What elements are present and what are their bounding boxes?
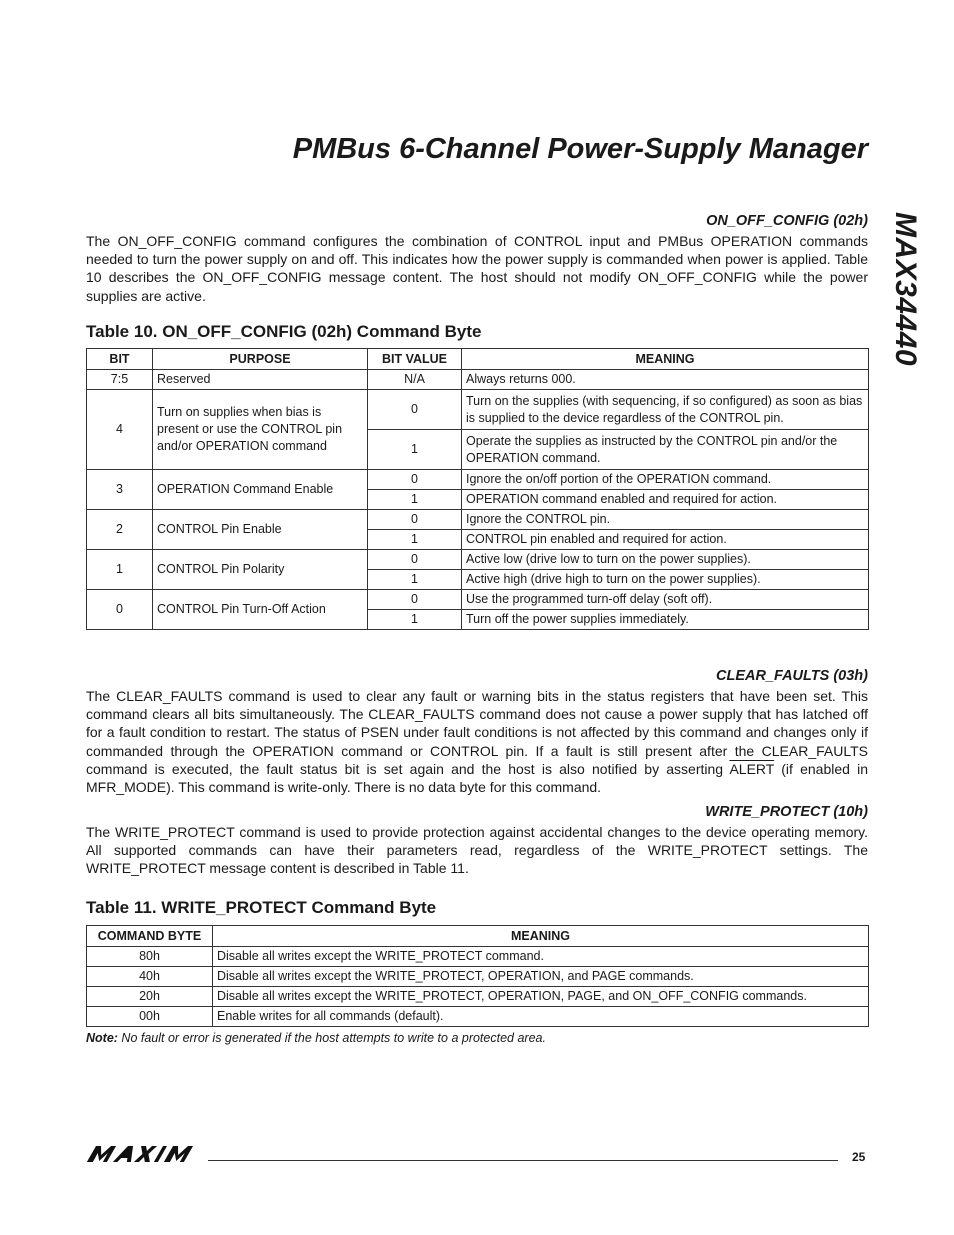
table11-title: Table 11. WRITE_PROTECT Command Byte	[86, 898, 437, 917]
table-row	[87, 590, 869, 610]
footer-rule	[208, 1160, 838, 1161]
cell-meaning: Active low (drive low to turn on the power supplies).	[462, 550, 869, 570]
cell-value: 0	[368, 390, 462, 430]
cell-meaning: Turn on the supplies (with sequencing, if so configured) as soon as bias is supplied to the device regardless of the CONTROL pin.	[462, 390, 869, 430]
page-title: PMBus 6-Channel Power-Supply Manager	[292, 133, 868, 165]
table-row	[87, 390, 869, 430]
table-row	[87, 967, 869, 987]
page-number: 25	[852, 1150, 866, 1164]
section-body-on-off-config: The ON_OFF_CONFIG command configures the combination of CONTROL input and PMBus OPERATION commands needed to turn the power supply on and off. This indicates how the power supply is commanded when power is applied. Table 10 describes the ON_OFF_CONFIG message content. The host should not modify ON_OFF_CONFIG while the power supplies are active.	[86, 233, 868, 304]
cell-bit: 3	[87, 470, 153, 510]
cell-bit: 7:5	[87, 370, 153, 390]
header-meaning: MEANING	[213, 926, 869, 947]
table-header-row	[87, 349, 869, 370]
cell-value: 1	[368, 430, 462, 470]
cell-bit: 2	[87, 510, 153, 550]
cell-bit: 0	[87, 590, 153, 630]
section-heading-on-off-config: ON_OFF_CONFIG (02h)	[706, 213, 868, 229]
cell-value: 0	[368, 470, 462, 490]
cell-purpose: CONTROL Pin Polarity	[153, 550, 368, 590]
cell-purpose: CONTROL Pin Turn-Off Action	[153, 590, 368, 630]
clear-faults-text-1: The CLEAR_FAULTS command is used to clear any fault or warning bits in the status registers that have been set. This command clears all bits simultaneously. The CLEAR_FAULTS command does not cause a power supply that has latched off for a fault condition to restart. The status of PSEN under fault conditions is not affected by this command and changes only if commanded through the OPERATION command or CONTROL pin. If a fault is still present after the CLEAR_FAULTS command is executed, the fault status bit is set again and the host is also notified by asserting	[86, 688, 868, 777]
table11-note	[86, 1031, 546, 1045]
cell-purpose: CONTROL Pin Enable	[153, 510, 368, 550]
cell-meaning: Operate the supplies as instructed by the CONTROL pin and/or the OPERATION command.	[462, 430, 869, 470]
cell-meaning: Disable all writes except the WRITE_PROTECT, OPERATION, PAGE, and ON_OFF_CONFIG commands.	[213, 987, 869, 1007]
cell-value: 0	[368, 510, 462, 530]
clear-faults-text-2: (if enabled in MFR_MODE). This command is write-only. There is no data byte for this command.	[86, 760, 868, 796]
cell-meaning: Turn off the power supplies immediately.	[462, 610, 869, 630]
cell-bit: 1	[87, 550, 153, 590]
cell-value: 0	[368, 550, 462, 570]
cell-meaning: Disable all writes except the WRITE_PROTECT, OPERATION, and PAGE commands.	[213, 967, 869, 987]
cell-command-byte: 20h	[87, 987, 213, 1007]
cell-meaning: Ignore the on/off portion of the OPERATION command.	[462, 470, 869, 490]
cell-purpose: Turn on supplies when bias is present or use the CONTROL pin and/or OPERATION command	[153, 390, 368, 470]
table-row	[87, 550, 869, 570]
cell-meaning: OPERATION command enabled and required for action.	[462, 490, 869, 510]
cell-command-byte: 40h	[87, 967, 213, 987]
cell-purpose: OPERATION Command Enable	[153, 470, 368, 510]
cell-value: 1	[368, 490, 462, 510]
table-row	[87, 1007, 869, 1027]
part-number: MAX34440	[889, 212, 922, 367]
table10	[86, 348, 869, 630]
note-label: Note:	[86, 1031, 118, 1045]
cell-value: 0	[368, 590, 462, 610]
table-row	[87, 987, 869, 1007]
header-bit: BIT	[87, 349, 153, 370]
table-row	[87, 947, 869, 967]
table-row	[87, 470, 869, 490]
cell-bit: 4	[87, 390, 153, 470]
section-heading-clear-faults: CLEAR_FAULTS (03h)	[716, 668, 868, 684]
cell-command-byte: 80h	[87, 947, 213, 967]
cell-value: 1	[368, 610, 462, 630]
cell-purpose: Reserved	[153, 370, 368, 390]
table11	[86, 925, 869, 1027]
table-row	[87, 510, 869, 530]
cell-meaning: Active high (drive high to turn on the power supplies).	[462, 570, 869, 590]
header-purpose: PURPOSE	[153, 349, 368, 370]
section-body-write-protect: The WRITE_PROTECT command is used to provide protection against accidental changes to the device operating memory. All supported commands can have their parameters read, regardless of the WRITE_PROTECT settings. The WRITE_PROTECT message content is described in Table 11.	[86, 824, 868, 877]
cell-meaning: Enable writes for all commands (default).	[213, 1007, 869, 1027]
table-header-row	[87, 926, 869, 947]
header-command-byte: COMMAND BYTE	[87, 926, 213, 947]
cell-meaning: Disable all writes except the WRITE_PROTECT command.	[213, 947, 869, 967]
cell-meaning: CONTROL pin enabled and required for action.	[462, 530, 869, 550]
cell-value: 1	[368, 530, 462, 550]
cell-value: 1	[368, 570, 462, 590]
table10-title: Table 10. ON_OFF_CONFIG (02h) Command Byte	[86, 322, 482, 341]
alert-signal-name: ALERT	[729, 760, 775, 777]
cell-meaning: Use the programmed turn-off delay (soft off).	[462, 590, 869, 610]
cell-meaning: Ignore the CONTROL pin.	[462, 510, 869, 530]
table-row	[87, 370, 869, 390]
cell-command-byte: 00h	[87, 1007, 213, 1027]
section-heading-write-protect: WRITE_PROTECT (10h)	[705, 804, 868, 820]
cell-meaning: Always returns 000.	[462, 370, 869, 390]
part-number-sidebar	[885, 212, 925, 402]
section-body-clear-faults	[86, 687, 868, 796]
note-text: No fault or error is generated if the host attempts to write to a protected area.	[117, 1031, 546, 1045]
maxim-logo	[86, 1140, 201, 1168]
header-bit-value: BIT VALUE	[368, 349, 462, 370]
header-meaning: MEANING	[462, 349, 869, 370]
cell-value: N/A	[368, 370, 462, 390]
